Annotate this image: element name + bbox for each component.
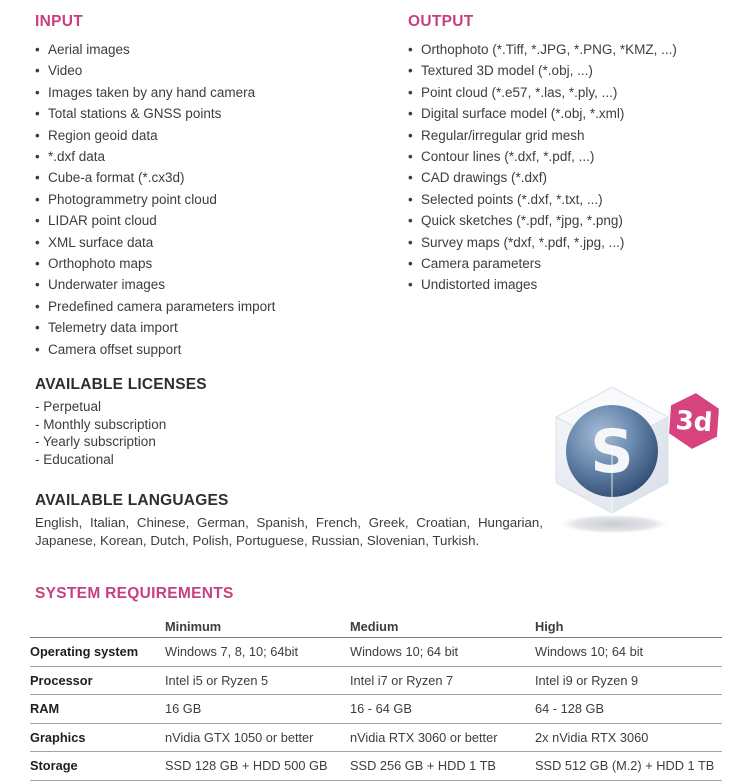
table-cell-high: Windows 10; 64 bit: [535, 644, 644, 660]
table-row-label: Operating system: [30, 644, 139, 660]
languages-heading: AVAILABLE LANGUAGES: [35, 492, 229, 509]
output-list-item: • Textured 3D model (*.obj, ...): [408, 60, 728, 81]
logo-3d-badge: [668, 391, 720, 450]
logo-s-letter: S: [590, 417, 634, 487]
table-row-label: Processor: [30, 672, 93, 688]
output-list-item: • Selected points (*.dxf, *.txt, ...): [408, 189, 728, 210]
table-cell-minimum: SSD 128 GB + HDD 500 GB: [165, 758, 328, 774]
table-cell-high: SSD 512 GB (M.2) + HDD 1 TB: [535, 758, 715, 774]
input-list-item: • Total stations & GNSS points: [35, 103, 385, 124]
input-list-item: • Region geoid data: [35, 125, 385, 146]
license-list-item: - Educational: [35, 451, 335, 469]
table-cell-minimum: nVidia GTX 1050 or better: [165, 729, 314, 745]
license-list-item: - Monthly subscription: [35, 416, 335, 434]
input-list-item: • *.dxf data: [35, 146, 385, 167]
table-row: [30, 638, 722, 667]
input-list-item: • Orthophoto maps: [35, 253, 385, 274]
input-heading: INPUT: [35, 13, 83, 30]
input-list-item: • LIDAR point cloud: [35, 210, 385, 231]
table-header-medium: Medium: [350, 619, 399, 634]
table-row-label: Graphics: [30, 729, 86, 745]
input-list-item: • Video: [35, 60, 385, 81]
system-requirements-heading: SYSTEM REQUIREMENTS: [35, 585, 234, 602]
output-list-item: • CAD drawings (*.dxf): [408, 167, 728, 188]
table-header-high: High: [535, 619, 564, 634]
languages-section: [35, 492, 543, 550]
table-cell-medium: nVidia RTX 3060 or better: [350, 729, 498, 745]
table-header-minimum: Minimum: [165, 619, 222, 634]
table-cell-minimum: 16 GB: [165, 701, 202, 717]
input-list-item: • Photogrammetry point cloud: [35, 189, 385, 210]
output-list: [408, 39, 728, 296]
system-requirements-table: [30, 616, 722, 781]
logo-3d-badge-label: 3d: [674, 405, 714, 439]
input-list-item: • Underwater images: [35, 274, 385, 295]
table-cell-medium: SSD 256 GB + HDD 1 TB: [350, 758, 496, 774]
output-heading: OUTPUT: [408, 13, 474, 30]
output-list-item: • Undistorted images: [408, 274, 728, 295]
table-cell-high: 2x nVidia RTX 3060: [535, 729, 649, 745]
input-list-item: • XML surface data: [35, 232, 385, 253]
table-cell-minimum: Windows 7, 8, 10; 64bit: [165, 644, 299, 660]
output-section: [408, 13, 728, 296]
table-row-label: RAM: [30, 701, 60, 717]
product-logo: [542, 381, 731, 545]
table-row: [30, 724, 722, 753]
table-cell-high: 64 - 128 GB: [535, 701, 605, 717]
table-cell-high: Intel i9 or Ryzen 9: [535, 672, 639, 688]
table-cell-medium: Intel i7 or Ryzen 7: [350, 672, 454, 688]
license-list-item: - Perpetual: [35, 398, 335, 416]
output-list-item: • Orthophoto (*.Tiff, *.JPG, *.PNG, *KMZ, ...): [408, 39, 728, 60]
table-row-label: Storage: [30, 758, 78, 774]
output-list-item: • Digital surface model (*.obj, *.xml): [408, 103, 728, 124]
output-list-item: • Regular/irregular grid mesh: [408, 125, 728, 146]
table-header-row: [30, 616, 722, 638]
languages-text-line1: English, Italian, Chinese, German, Spanish, French, Greek, Croatian, Hungarian,: [35, 515, 543, 530]
logo-shadow: [556, 514, 672, 534]
table-row: [30, 667, 722, 696]
output-list-item: • Survey maps (*dxf, *.pdf, *.jpg, ...): [408, 232, 728, 253]
input-section: [35, 13, 385, 360]
licenses-section: [35, 376, 335, 468]
output-list-item: • Contour lines (*.dxf, *.pdf, ...): [408, 146, 728, 167]
output-list-item: • Camera parameters: [408, 253, 728, 274]
input-list-item: • Images taken by any hand camera: [35, 82, 385, 103]
input-list-item: • Telemetry data import: [35, 317, 385, 338]
input-list-item: • Aerial images: [35, 39, 385, 60]
input-list: [35, 39, 385, 360]
table-cell-medium: Windows 10; 64 bit: [350, 644, 459, 660]
output-list-item: • Quick sketches (*.pdf, *jpg, *.png): [408, 210, 728, 231]
input-list-item: • Cube-a format (*.cx3d): [35, 167, 385, 188]
languages-text-line2: Japanese, Korean, Dutch, Polish, Portuguese, Russian, Slovenian, Turkish.: [35, 533, 480, 548]
table-row: [30, 752, 722, 781]
input-list-item: • Camera offset support: [35, 339, 385, 360]
table-cell-medium: 16 - 64 GB: [350, 701, 412, 717]
table-row: [30, 695, 722, 724]
licenses-list: [35, 398, 335, 468]
output-list-item: • Point cloud (*.e57, *.las, *.ply, ...): [408, 82, 728, 103]
logo-cube-icon: [542, 381, 731, 545]
table-cell-minimum: Intel i5 or Ryzen 5: [165, 672, 269, 688]
table-body: [30, 638, 722, 781]
license-list-item: - Yearly subscription: [35, 433, 335, 451]
licenses-heading: AVAILABLE LICENSES: [35, 376, 207, 393]
input-list-item: • Predefined camera parameters import: [35, 296, 385, 317]
